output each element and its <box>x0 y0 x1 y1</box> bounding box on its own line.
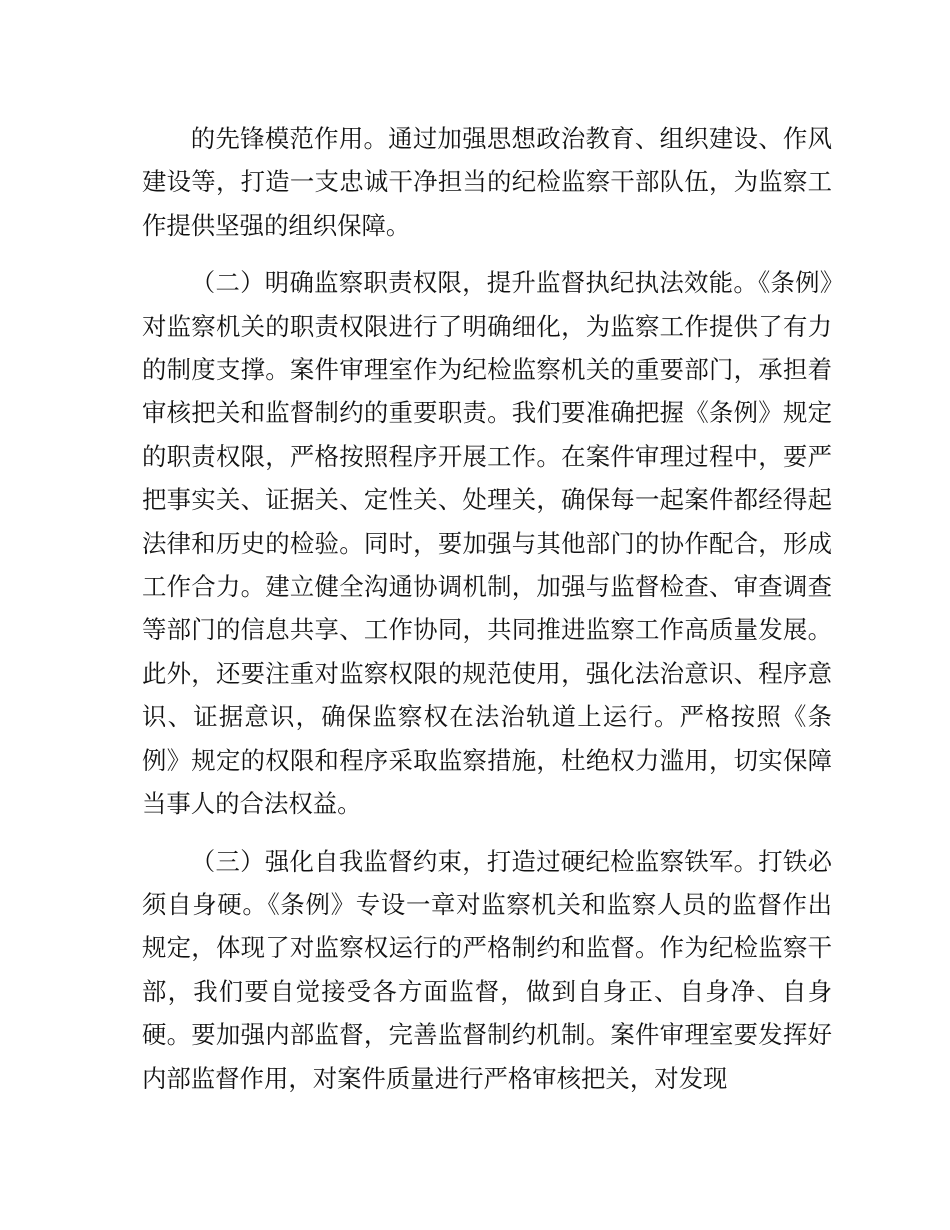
paragraph-section-three: （三）强化自我监督约束，打造过硬纪检监察铁军。打铁必须自身硬。《条例》专设一章对监察机关和监察人员的监督作出规定，体现了对监察权运行的严格制约和监督。作为纪检监察干部，我们要自觉接受各方面监督，做到自身正、自身净、自身硬。要加强内部监督，完善监督制约机制。案件审理室要发挥好内部监督作用，对案件质量进行严格审核把关，对发现 <box>142 846 832 1093</box>
paragraph-section-two: （二）明确监察职责权限，提升监督执纪执法效能。《条例》对监察机关的职责权限进行了明确细化，为监察工作提供了有力的制度支撑。案件审理室作为纪检监察机关的重要部门，承担着审核把关和监督制约的重要职责。我们要准确把握《条例》规定的职责权限，严格按照程序开展工作。在案件审理过程中，要严把事实关、证据关、定性关、处理关，确保每一起案件都经得起法律和历史的检验。同时，要加强与其他部门的协作配合，形成工作合力。建立健全沟通协调机制，加强与监督检查、审查调查等部门的信息共享、工作协同，共同推进监察工作高质量发展。此外，还要注重对监察权限的规范使用，强化法治意识、程序意识、证据意识，确保监察权在法治轨道上运行。严格按照《条例》规定的权限和程序采取监察措施，杜绝权力滥用，切实保障当事人的合法权益。 <box>142 268 832 819</box>
document-body <box>142 117 832 1114</box>
paragraph-continuation: 的先锋模范作用。通过加强思想政治教育、组织建设、作风建设等，打造一支忠诚干净担当的纪检监察干部队伍，为监察工作提供坚强的组织保障。 <box>142 124 832 240</box>
